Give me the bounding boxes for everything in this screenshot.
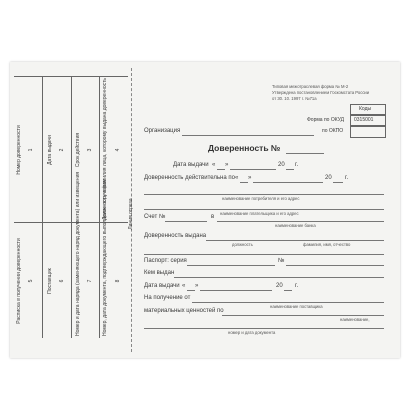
okpo-cell — [350, 125, 386, 138]
stub-col7-number: 7 — [87, 279, 93, 283]
passport-number-label: № — [278, 258, 285, 264]
issue-date-suffix: г. — [295, 162, 299, 168]
issued-to-field-2[interactable] — [144, 254, 384, 255]
position-hint: должность — [232, 242, 253, 247]
issued-by-label: Кем выдан — [144, 270, 175, 276]
stub-col7-header: Номер и дата наряда (заменяющего наряд документа) или извещения — [75, 171, 81, 336]
stub-col-divider — [99, 76, 100, 338]
passport-date-suffix: г. — [295, 283, 299, 289]
stub-col6-header: Поставщик — [47, 268, 53, 294]
organization-field[interactable] — [182, 135, 314, 136]
valid-until-year: 20 — [325, 175, 332, 181]
issue-month-field[interactable] — [230, 169, 276, 170]
issue-day-field[interactable] — [217, 169, 225, 170]
stub-col8-header: Номер, дата документа, подтверждающего выполнение поручения — [102, 180, 108, 336]
okud-label: Форма по ОКУД — [307, 117, 345, 123]
issue-year-field[interactable] — [286, 169, 294, 170]
stub-col4-header: Должность и фамилия лица, которому выдана доверенность — [102, 77, 108, 220]
passport-month-field[interactable] — [200, 290, 272, 291]
okpo-label: по ОКПО — [322, 128, 344, 134]
issue-date-quote-open: « — [212, 162, 216, 168]
stub-col1-header: Номер доверенности — [16, 125, 22, 175]
form-line1: Типовая межотраслевая форма № М-2 — [272, 84, 349, 89]
stub-col-divider — [71, 76, 72, 338]
valid-day-field[interactable] — [240, 182, 248, 183]
stub-col3-header: Срок действия — [75, 132, 81, 168]
passport-day-field[interactable] — [187, 290, 195, 291]
passport-date-label: Дата выдачи — [144, 283, 180, 289]
valid-until-label: Доверенность действительна по — [144, 175, 235, 181]
issued-to-field[interactable] — [206, 240, 384, 241]
stub-col5-number: 5 — [28, 279, 34, 283]
codes-label: Коды — [359, 106, 372, 112]
passport-year-field[interactable] — [284, 290, 292, 291]
receipt-label: На получение от — [144, 295, 191, 301]
cut-line-label: Линия отреза — [128, 198, 134, 230]
document-number-field[interactable] — [286, 153, 324, 154]
document-field[interactable] — [144, 328, 384, 329]
form-sheet — [10, 62, 400, 358]
account-number-field[interactable] — [165, 221, 207, 222]
valid-until-quote-close: » — [248, 175, 252, 181]
passport-label: Паспорт: серия — [144, 258, 187, 264]
issue-date-year: 20 — [278, 162, 285, 168]
payer-field[interactable] — [144, 209, 384, 210]
stub-col3-number: 3 — [87, 148, 93, 152]
name-hint: наименование, — [340, 317, 370, 322]
valuables-label: материальных ценностей по — [144, 308, 224, 314]
valid-until-quote-open: « — [235, 175, 239, 181]
passport-date-year: 20 — [276, 283, 283, 289]
account-label: Счет № — [144, 214, 166, 220]
issued-by-field[interactable] — [174, 277, 384, 278]
supplier-hint: наименование поставщика — [270, 304, 323, 309]
organization-label: Организация — [144, 128, 181, 134]
issued-to-label: Доверенность выдана — [144, 233, 207, 239]
account-in-label: в — [211, 214, 215, 220]
consumer-hint: наименование потребителя и его адрес — [222, 196, 300, 201]
stub-col2-number: 2 — [59, 148, 65, 152]
valid-month-field[interactable] — [253, 182, 323, 183]
stub-col-divider — [42, 76, 43, 338]
issue-date-label: Дата выдачи — [173, 162, 209, 168]
stub-top-line — [14, 76, 128, 77]
passport-series-field[interactable] — [187, 265, 275, 266]
stub-col1-number: 1 — [28, 148, 34, 152]
document-title: Доверенность № — [208, 143, 281, 153]
doc-number-date-hint: номер и дата документа — [228, 330, 276, 335]
stub-col6-number: 6 — [59, 279, 65, 283]
stub-col8-number: 8 — [115, 279, 121, 283]
issue-date-quote-close: » — [225, 162, 229, 168]
stub-col2-header: Дата выдачи — [47, 135, 53, 165]
consumer-field[interactable] — [144, 194, 384, 195]
form-line3: от 30. 10. 1997 г. №71а — [272, 96, 317, 101]
bank-hint: наименование банка — [275, 223, 316, 228]
stub-row-divider — [14, 222, 128, 223]
passport-date-quote-close: » — [195, 283, 199, 289]
bank-field[interactable] — [217, 221, 384, 222]
passport-date-quote-open: « — [182, 283, 186, 289]
supplier-field[interactable] — [192, 302, 384, 303]
form-line2: Утверждена постановлением Госкомстата России — [272, 90, 370, 95]
stub-col5-header: Расписка в получении доверенности — [16, 238, 22, 324]
fio-hint: фамилия, имя, отчество — [303, 242, 351, 247]
valid-until-suffix: г. — [345, 175, 349, 181]
valuables-field[interactable] — [222, 315, 384, 316]
stub-col4-number: 4 — [115, 148, 121, 152]
valid-year-field[interactable] — [333, 182, 343, 183]
okud-value: 0315001 — [354, 117, 374, 123]
passport-number-field[interactable] — [286, 265, 384, 266]
payer-hint: наименование плательщика и его адрес — [220, 211, 299, 216]
